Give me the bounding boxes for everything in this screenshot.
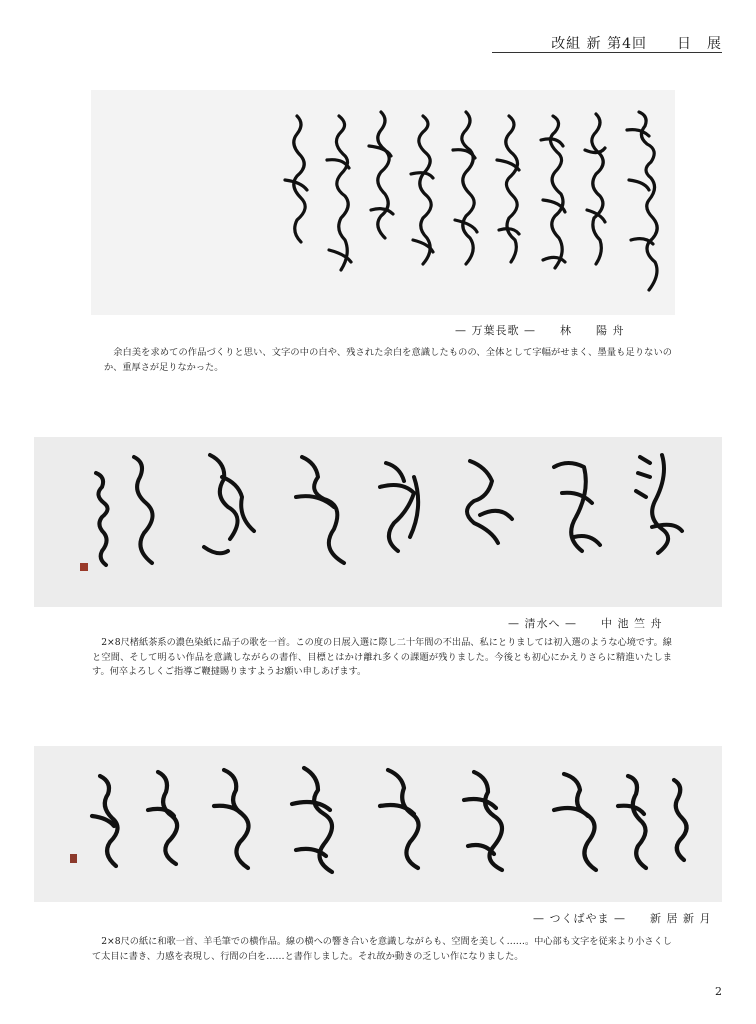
calligraphy-work-2-strokes <box>34 437 722 607</box>
work-3-comment: 2×8尺の紙に和歌一首、羊毛筆での横作品。線の横への響き合いを意識しながらも、空間を美しく……。中心部も文字を従来より小さくして太目に書き、力感を表現し、行間の白を……と書作しました。それ故か動きの乏しい作になりました。 <box>92 936 672 962</box>
calligraphy-work-3-image <box>34 746 722 902</box>
exhibition-title: 改組 新 第4回 日 展 <box>551 36 722 52</box>
work-1-credit: — 万葉長歌 — 林 陽 舟 <box>455 324 625 337</box>
page-number: 2 <box>715 985 722 998</box>
calligraphy-work-1-strokes <box>91 90 675 315</box>
calligraphy-work-3-strokes <box>34 746 722 902</box>
seal-stamp <box>70 854 77 863</box>
calligraphy-work-1-image <box>91 90 675 315</box>
calligraphy-work-2-image <box>34 437 722 607</box>
seal-stamp <box>80 563 88 571</box>
work-3-credit: — つくばやま — 新 居 新 月 <box>533 912 712 925</box>
header-rule <box>492 52 722 53</box>
work-1-comment: 余白美を求めての作品づくりと思い、文字の中の白や、残された余白を意識したものの、全体として字幅がせまく、墨量も足りないのか、重厚さが足りなかった。 <box>104 347 672 373</box>
work-2-comment: 2×8尺楮紙茶系の濃色染紙に晶子の歌を一首。この度の日展入選に際し二十年間の不出品、私にとりましては初入選のような心境です。線と空間、そして明るい作品を意識しながらの書作、目標とはかけ離れ多くの課題が残りました。今後とも初心にかえりさらに精進いたします。何卒よろしくご指導ご鞭撻賜りますようお願い申しあげます。 <box>92 637 672 677</box>
work-2-credit: — 清水へ — 中 池 竺 舟 <box>508 617 663 630</box>
